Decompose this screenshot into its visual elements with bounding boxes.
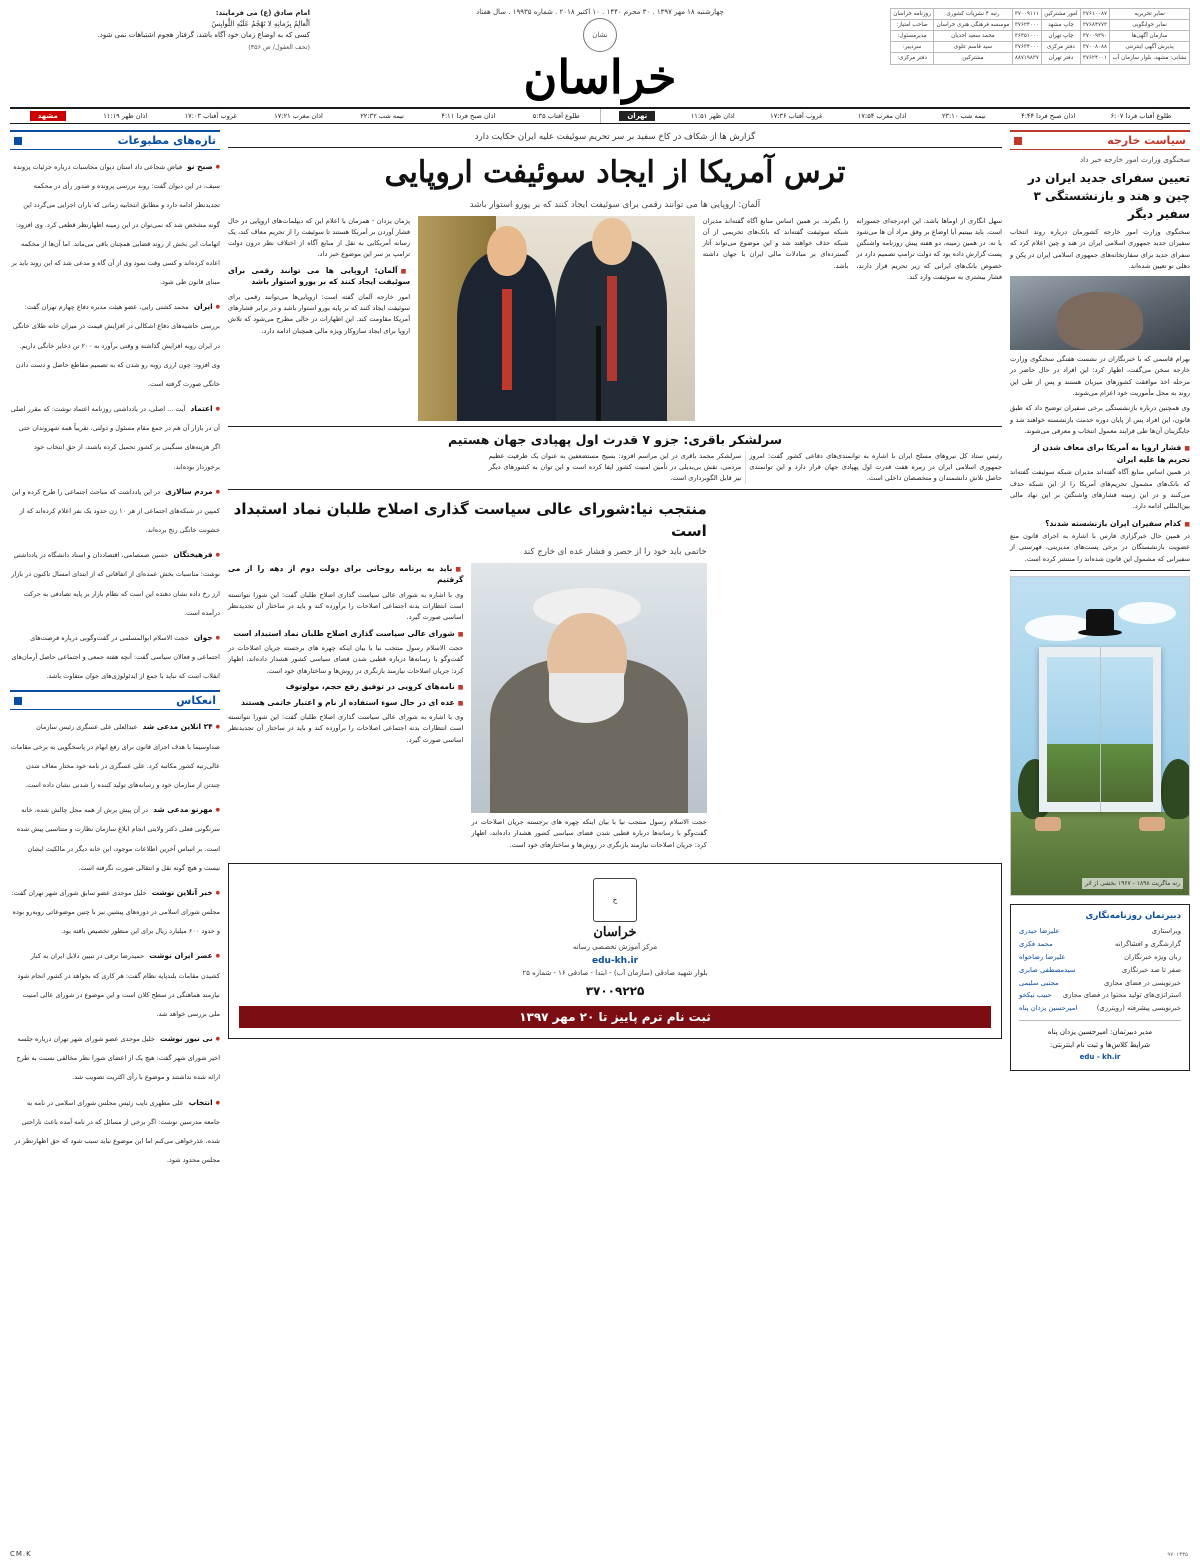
news-body: خلیل موحدی عضو شورای شهر تهران درباره جلسه اخیر شورای شهر گفت: هیچ یک از اعضای شورا نظر مخالفی نسبت به طرح ارائه شده نداشتند و موضوع با رأی اکثریت تصویب شد. xyxy=(16,1035,220,1082)
news-source: ● جوان xyxy=(194,633,220,642)
column-main xyxy=(228,130,1002,1540)
box-registration-label: شرایط کلاس‌ها و ثبت نام اینترنتی: xyxy=(1049,1040,1151,1049)
section-square-icon xyxy=(1014,137,1022,145)
course-name: استراتژی‌های تولید محتوا در فضای مجازی xyxy=(1062,991,1181,1000)
prayer-item: غروب آفتاب ۱۷:۳۶ xyxy=(770,112,823,120)
artwork-image xyxy=(1010,576,1190,896)
prayer-item: اذان صبح فردا ۴:۴۴ xyxy=(1021,112,1076,120)
cleric-photo-wrap xyxy=(471,563,706,855)
table-row xyxy=(891,53,1190,64)
list-item xyxy=(10,294,220,390)
section-title: انعکاس xyxy=(176,694,216,708)
instructor-name: مجتبی سلیمی xyxy=(1019,978,1059,987)
prayer-item: اذان مغرب ۱۷:۵۴ xyxy=(857,112,907,120)
emblem-icon: نشان xyxy=(583,18,617,52)
contact-cell: دفتر مرکزی: xyxy=(891,53,934,64)
issue-dateline: چهارشنبه ۱۸ مهر ۱۳۹۷ . ۳۰ محرم ۱۴۴۰ . ۱۰ اکتبر ۲۰۱۸ . شماره ۱۹۹۳۵ . سال هفتاد xyxy=(476,8,724,16)
secondary-body xyxy=(228,451,1002,485)
list-item xyxy=(1019,989,1181,1002)
contact-cell: محمد سعید احدیان xyxy=(934,31,1013,42)
news-body: عبدالعلی علی عسگری رئیس سازمان صداوسیما با هدف اجرای قانون برای رفع ابهام در پاسخگویی به برخی مقامات عالی‌رتبه کشور مکاتبه کرد. علی عسگری در نامه خود مختار معاف شدن چندتن از سازمان خود و رسانه‌های تولید کننده را شدنی نشان داده است. xyxy=(10,723,220,789)
lead-text-mid xyxy=(703,216,849,421)
contact-cell: سازمان آگهی‌ها xyxy=(1110,31,1190,42)
prayer-item: اذان مغرب ۱۷:۲۱ xyxy=(274,112,323,120)
ad-phone: ۳۷۰۰۹۲۲۵ xyxy=(585,983,645,998)
list-item xyxy=(1019,964,1181,977)
article-paragraph: وی با اشاره به شورای عالی سیاست گذاری اصلاح طلبان گفت: این شورا نتوانسته است انتظارات بدنه اجتماعی اصلاحات را برآورده کند و باید در ساختار آن تجدیدنظر اساسی صورت گیرد. xyxy=(228,712,464,744)
page-code: ۹۷۰۱۳۳۵ xyxy=(1167,1552,1188,1558)
article-paragraph: بهرام قاسمی که با خبرنگاران در نشست هفتگی سخنگوی وزارت خارجه سخن می‌گفت، اظهار کرد: این افراد در حال حاضر در مرحله اخذ موافقت کشورهای میزبان هستند و پس از طی این روند به محل مأموریت خود اعزام می‌شوند. xyxy=(1010,355,1190,398)
article-paragraph: در همین اساس منابع آگاه گفته‌اند مدیران شبکه سوئیفت گفته‌اند که بانک‌های مشمول تحریم‌های آمریکا را از این شبکه حذف می‌کنند و در این زمینه فشارهای واشنگتن بر این نهاد مالی بین‌المللی ادامه دارد. xyxy=(1010,468,1190,511)
contact-cell: سردبیر: xyxy=(891,42,934,53)
news-source: ● انتخاب xyxy=(189,1098,220,1107)
prayer-item: طلوع آفتاب فردا ۶:۰۷ xyxy=(1110,112,1172,120)
instructor-name: محمد فکری xyxy=(1019,939,1053,948)
contact-cell: چاپ تهران xyxy=(1042,31,1081,42)
list-item xyxy=(1019,951,1181,964)
contact-cell: ۳۷۶۳۴۰۰۰ xyxy=(1012,42,1041,53)
ad-banner: ثبت نام ترم پاییز تا ۲۰ مهر ۱۳۹۷ xyxy=(239,1006,991,1028)
list-item xyxy=(1019,977,1181,990)
hands xyxy=(1032,812,1167,831)
artwork-caption: رنه ماگریت ۱۸۹۸ - ۱۹۶۷ بخشی از اثر xyxy=(1082,878,1183,889)
news-body: در آن پیش برش از همه محل چالش شده، خانه سرنگونی فعلی دکتر ولایتی انجام ابلاغ سازمان نظارت و متناسبی پیش شده است. بر اساس آخرین اطلاعات موجود، این خانه دیگر در مالکیت ایشان نیست و هیچ گونه نقل و انتقالی صورت نگرفته است. xyxy=(16,806,220,872)
art-region xyxy=(715,495,1002,854)
list-item xyxy=(10,479,220,537)
news-source: ● اعتماد xyxy=(191,404,221,413)
contact-cell: چاپ مشهد xyxy=(1042,20,1081,31)
list-item xyxy=(1019,925,1181,938)
trump-mnuchin-photo xyxy=(418,216,695,421)
spokesman-photo xyxy=(1010,276,1190,350)
news-source: ● نی نیوز نوشت xyxy=(160,1034,220,1043)
contact-cell: ۳۷۰۰۸۰۸۸ xyxy=(1080,42,1109,53)
city-label-mashhad: مشهد xyxy=(30,111,66,121)
lead-photo-wrap xyxy=(418,216,695,421)
section-title: تازه‌های مطبوعات xyxy=(117,134,216,147)
contact-cell: نمابر تحریریه xyxy=(1110,9,1190,20)
contact-cell: رتبه ۴ نشریات کشوری xyxy=(934,9,1013,20)
article-paragraph: پژمان یزدان - همزمان با اعلام این که دیپلمات‌های اروپایی در حال فشار آوردن بر آمریکا هستند تا سوئیفت را از تحریم معاف کند، یک رسانه آمریکایی به نقل از منابع آگاه از اختلاف نظر درون دولت ترامپ بر سر این موضوع خبر داد. xyxy=(228,216,411,259)
print-registration-mark: CM.K xyxy=(10,1550,32,1558)
table-row xyxy=(891,42,1190,53)
contact-cell: ۳۷۶۲۴۰۰۱ xyxy=(1080,53,1109,64)
contact-cell: دفتر تهران xyxy=(1042,53,1081,64)
contact-cell: صاحب امتیاز: xyxy=(891,20,934,31)
article-headline: تعیین سفرای جدید ایران در چین و هند و بازنشستگی ۳ سفیر دیگر xyxy=(1027,170,1190,221)
contact-cell: ۳۷۰۰۹۳۹۰ xyxy=(1080,31,1109,42)
news-source: ● صبح نو xyxy=(187,162,220,171)
course-name: ویراستاری xyxy=(1151,926,1181,935)
list-item xyxy=(10,1090,220,1167)
third-article xyxy=(228,495,707,854)
bowler-hat-icon xyxy=(1086,609,1114,631)
city-label-tehran: تهران xyxy=(619,111,655,121)
news-source: ● مهرنو مدعی شد xyxy=(153,805,220,814)
subsection-heading: ■ باید به برنامه روحانی برای دولت دوم از دهه را از می گرفتیم xyxy=(228,563,463,586)
article-paragraph: سرلشکر محمد باقری در این مراسم افزود: بسیج مستضعفین به عنوان یک ظرفیت عظیم مردمی، نقش بی‌بدیلی در تأمین امنیت کشور ایفا کرده است و این توان به کشورهای دیگر نیز قابل الگوبرداری است. xyxy=(488,451,742,483)
third-subhead: خاتمی باید خود را از حصر و فشار عده ای خارج کند xyxy=(523,546,707,557)
contact-cell: ۳۷۶۱۰۰۸۷ xyxy=(1080,9,1109,20)
newspaper-title: خراسان xyxy=(523,50,677,104)
contact-cell: ۳۶۳۵۱۰۰۰ xyxy=(1012,31,1041,42)
article-paragraph: حجت الاسلام رسول منتجب نیا با بیان اینکه چهره های برجسته جریان اصلاحات در گفت‌وگو با رسانه‌ها درباره قطبی شدن فضای سیاسی کشور هشدار داده‌اند، اظهار کرد: جریان اصلاحات نیازمند بازنگری در روش‌ها و ساختارهای خود است. xyxy=(471,817,707,849)
paper-sheet xyxy=(1039,647,1160,812)
masthead-contact-block xyxy=(890,8,1190,65)
list-item xyxy=(10,1026,220,1084)
quote-arabic: اَلْعالِمُ بِزَمانِهِ لا تَهْجُمُ عَلَیْهِ اللَّوابِسُ xyxy=(211,20,310,29)
course-name: خبرنویسی پیشرفته (رویترزی) xyxy=(1096,1004,1181,1013)
lead-subhead: آلمان: اروپایی ها می توانند رقمی برای سوئیفت ایجاد کنند که بر یورو استوار باشد xyxy=(469,199,761,210)
news-body: علی مطهری نایب رئیس مجلس شورای اسلامی در نامه به جامعه مدرسین نوشت: اگر برخی از مسائل که در نامه آمده باعث ناراحتی شده، عذرخواهی می‌کنم اما این موضوع نباید سبب شود که حق اظهارنظر در مجلس محدود شود. xyxy=(14,1098,220,1165)
prayer-item: اذان ظهر ۱۱:۵۱ xyxy=(690,112,735,120)
contact-cell: نشانی: مشهد، بلوار سازمان آب xyxy=(1110,53,1190,64)
journalism-courses-box xyxy=(1010,904,1190,1071)
section-header-reflection xyxy=(10,690,220,710)
contact-table xyxy=(890,8,1190,65)
article-paragraph: امور خارجه آلمان گفته است: اروپایی‌ها می‌توانند رقمی برای سوئیفت ایجاد کنند که بر پایه یورو استوار باشد و در برابر فشارهای آمریکا مقاومت کند. این اظهارات در حالی مطرح می‌شود که تلاش اروپا برای ایجاد سازوکار ویژه مالی همچنان ادامه دارد. xyxy=(228,292,411,335)
news-source: ● مردم سالاری xyxy=(165,487,220,496)
prayer-times-tehran xyxy=(600,109,1191,123)
lead-text-right xyxy=(228,216,410,421)
prayer-times-mashhad xyxy=(10,109,600,123)
news-source: ● عصر ایران نوشت xyxy=(149,951,220,960)
section-square-icon xyxy=(14,697,22,705)
course-name: گزارشگری و افشاگرانه xyxy=(1115,939,1181,948)
subsection-heading: ■ آلمان: اروپایی ها می توانند رقمی برای سوئیفت ایجاد کنند که بر یورو استوار باشد xyxy=(228,265,410,288)
prayer-times-bar xyxy=(10,107,1190,124)
list-item xyxy=(10,542,220,619)
news-body: حسین صمصامی، اقتصاددان و استاد دانشگاه در یادداشتی نوشت: مناسبات بخش عمده‌ای از اتفاقاتی که از ابتدای امسال تاکنون در بازار ارز رخ داده نشان دهنده این است که نظام بازار بر پایه تصادفی به حرکت درآمده است. xyxy=(11,551,220,617)
instructor-name: امیرحسین یزدان پناه xyxy=(1019,1004,1078,1013)
lead-headline: ترس آمریکا از ایجاد سوئیفت اروپایی xyxy=(384,155,846,190)
masthead xyxy=(10,8,1190,104)
main-grid xyxy=(10,130,1190,1540)
prayer-item: اذان صبح فردا ۴:۱۱ xyxy=(441,112,496,120)
course-name: زبان ویژه خبرنگاران xyxy=(1124,952,1181,961)
news-body: آیت ... اصلی، در یادداشتی روزنامه اعتماد نوشت: که مقرر اصلی آن در بازار آن هم در جمع مقام مسئول و دولتی، تقریباً همه شهروندان حتی اگر هزینه‌های سنگینی بر کشور تحمیل کرده باشند، از حق انتخاب خود برخوردار بوده‌اند. xyxy=(10,405,220,471)
article-paragraph: در همین حال خبرگزاری فارس با اشاره به اجرای قانون منع عضویت بازنشستگان در برخی پست‌های مدیریتی، فهرستی از سفیرانی که مشمول این قانون شده‌اند را منتشر کرده است. xyxy=(1010,531,1190,563)
hadith-quote xyxy=(10,8,310,52)
quote-translation: کسی که به اوضاع زمان خود آگاه باشد، گرفتار هجوم اشتباهات نمی شود. xyxy=(97,31,310,40)
contact-cell: دفتر مرکزی xyxy=(1042,42,1081,53)
subsection-heading: ■ نامه‌های کرویی در توفیق رفع حجم، مولوتوف xyxy=(228,681,463,692)
section-title: سیاست خارجه xyxy=(1107,134,1186,147)
news-body: در این یادداشت که مباحث اجتماعی را طرح کرده و این کمپین در شبکه‌های اجتماعی از هر ۱۰ زن حدود یک نفر اعلام کرده‌اند که از خشونت خانگی رنج برده‌اند. xyxy=(11,487,220,535)
section-header-press xyxy=(10,130,220,150)
logo[interactable] xyxy=(318,18,882,104)
news-body: محمد کشتی رایی، عضو هیئت مدیره دفاع چهارم تهران گفت: بررسی حاشیه‌های دفاع اشکالی در افزایش قیمت در میزان خانه طلای خانگی در ایران روبه افزایش گذاشته و وقتی برآورد به ۲۰۰ تن ذخایر خانگی داریم. وی افزود: چون ارزی روبه رو شدن که به تصمیم مقاطع حاصل و دست دادن خانگی صورت گرفته است. xyxy=(12,303,220,388)
ad-url[interactable]: edu-kh.ir xyxy=(591,955,639,966)
column-foreign-policy xyxy=(1010,130,1190,1540)
contact-cell: موسسه فرهنگی هنری خراسان xyxy=(934,20,1013,31)
list-item xyxy=(10,154,220,288)
contact-cell: پذیرش آگهی اینترنتی xyxy=(1110,42,1190,53)
prayer-item: غروب آفتاب ۱۷:۰۳ xyxy=(184,112,237,120)
course-name: صفر تا صد خبرنگاری xyxy=(1121,965,1181,974)
list-item xyxy=(1019,1002,1181,1015)
instructor-name: سیدمصطفی صابری xyxy=(1019,965,1076,974)
contact-cell: سید قاسم علوی xyxy=(934,42,1013,53)
subsection-heading: ■ عده ای در حال سوء استفاده از نام و اعتبار خاتمی هستند xyxy=(228,697,463,708)
brand-logo-icon: خ xyxy=(593,878,637,922)
section-square-icon xyxy=(14,137,22,145)
column-press-review xyxy=(10,130,220,1540)
instructor-name: حبیب نیکخو xyxy=(1019,991,1052,1000)
list-item xyxy=(10,625,220,683)
contact-cell: امور مشترکین xyxy=(1042,9,1081,20)
prayer-item: طلوع آفتاب ۵:۳۵ xyxy=(532,112,580,120)
lead-kicker: گزارش ها از شکاف در کاخ سفید بر سر تحریم سوئیفت علیه ایران حکایت دارد xyxy=(474,132,756,142)
list-item xyxy=(10,880,220,938)
contact-cell: نمابر جوابگویی xyxy=(1110,20,1190,31)
secondary-headline: سرلشکر باقری: جزو ۷ قدرت اول پهپادی جهان هستیم xyxy=(447,431,783,447)
table-row xyxy=(891,31,1190,42)
course-name: خبرنویسی در فضای مجازی xyxy=(1103,978,1181,987)
list-item xyxy=(10,396,220,473)
contact-cell: ۳۷۶۸۴۷۷۳ xyxy=(1080,20,1109,31)
news-source: ● فرهیختگان xyxy=(173,550,220,559)
article-paragraph: سخنگوی وزارت امور خارجه کشورمان درباره روند انتخاب سفیران جدید جمهوری اسلامی ایران در هند و چین اعلام کرد که سفرای جدید برای سفارتخانه‌های جمهوری اسلامی ایران در پکن و دهلی نو تعیین شده‌اند. xyxy=(1010,227,1190,270)
ad-brand: خراسان xyxy=(593,924,637,940)
contact-cell: ۸۸۷۱۹۸۳۷ xyxy=(1012,53,1041,64)
ad-subtitle: مرکز آموزش تخصصی رسانه xyxy=(572,942,658,951)
contact-cell: ۳۷۶۲۴۰۰۰ xyxy=(1012,20,1041,31)
news-body: حجت الاسلام ابوالمسلمی در گفت‌وگویی درباره فرصت‌های اجتماعی و فعالان سیاسی گفت: آنچه هفته جمعی و اجتماعی حاصل آرمان‌های انقلاب است که نباید با جمع از ایدئولوژی‌های جوان متفاوت باشد. xyxy=(11,633,220,681)
article-paragraph: رئیس ستاد کل نیروهای مسلح ایران با اشاره به توانمندی‌های دفاعی کشور گفت: امروز جمهوری اسلامی ایران در زمره هفت قدرت اول پهپادی جهان قرار دارد و این توانمندی حاصل تلاش دانشمندان و متخصصان داخلی است. xyxy=(749,451,1002,483)
news-body: فیاض شجاعی داد استان دیوان محاسبات درباره جزئیات پرونده سیف، در این دیوان گفت: روند بررسی پرونده و صدور رأی در محکمه تجدیدنظر ادامه دارد و مطابق انتخابیه زمانی که باران اجرایی می‌گردد این گونه مشخص شد که نمی‌توان در این زمینه اظهارنظر قطعی کرد. وی افزود: اتهامات این بخش از روند قضایی همچنان باقی می‌ماند. اما آن‌ها از محکمه اعاده کرده‌اند و کسی وقت نمود وی از آن گاه و مدعی شد که این روند باید بر مبنای قانون طی شود. xyxy=(11,163,220,287)
cleric-photo xyxy=(471,563,706,813)
third-headline: منتجب نیا:شورای عالی سیاست گذاری اصلاح طلبان نماد استبداد است xyxy=(233,500,707,541)
lead-text-left xyxy=(856,216,1002,421)
subsection-heading: ■ فشار اروپا به آمریکا برای معاف شدن از تحریم ها علیه ایران xyxy=(1010,442,1190,465)
subsection-heading: ■ کدام سفیران ایران بازنشسته شدند؟ xyxy=(1010,518,1190,529)
ad-address: بلوار شهید صادقی (سازمان آب) - ابتدا - صادقی ۱۶ - شماره ۲۵ xyxy=(522,968,708,977)
news-body: خلیل موحدی عضو سابق شورای شهر تهران گفت: مجلس شورای اسلامی در دوره‌های پیشین نیز با چنین موضوعاتی روبه‌رو بوده و حدود ۶۰۰ میلیارد ریال برای این منظور تخصیص یافته بود. xyxy=(11,888,220,936)
quote-title: امام صادق (ع) می فرمایند: xyxy=(215,9,310,17)
prayer-item: نیمه شب ۲۳:۱۰ xyxy=(941,112,986,120)
news-source: ● ۲۴ انلاین مدعی شد xyxy=(143,722,220,731)
prayer-item: نیمه شب ۲۲:۳۲ xyxy=(360,112,405,120)
third-body xyxy=(228,563,463,855)
news-body: حمیدرضا ترقی در تبیین دلایل ایران به کنار کشیدن مقامات بلندپایه نظام گفت: هر کاری که بخواهد در کشور انجام شود نیازمند هماهنگی در سطح کلان است و این موضوع در شورای عالی امنیت ملی بررسی خواهد شد. xyxy=(17,952,220,1018)
quote-source: (تحف العقول/ ص ۳۵۶) xyxy=(248,42,310,51)
list-item xyxy=(1019,938,1181,951)
list-item xyxy=(10,714,220,791)
news-source: ● ایران xyxy=(194,302,220,311)
instructor-name: علیرضا حیدری xyxy=(1019,926,1060,935)
subsection-heading: ■ شورای عالی سیاست گذاری اصلاح طلبان نماد استبداد است xyxy=(228,628,463,639)
article-paragraph: وی همچنین درباره بازنشستگی برخی سفیران توضیح داد که طبق قانون، این افراد پس از پایان دوره خدمت بازنشسته خواهند شد و جایگزینان آن‌ها طی فرایند معمول انتخاب و معرفی می‌شوند. xyxy=(1010,404,1190,436)
section-header-foreign-policy xyxy=(1010,130,1190,150)
news-source: ● خبر آنلاین نوشت xyxy=(152,888,220,897)
contact-cell: روزنامه خراسان xyxy=(891,9,934,20)
table-row xyxy=(891,9,1190,20)
article-kicker: سخنگوی وزارت امور خارجه خبر داد xyxy=(1079,155,1190,164)
list-item xyxy=(10,797,220,874)
contact-cell: مشترکین xyxy=(934,53,1013,64)
box-manager: مدیر دبیرتمان: امیرحسین یزدان پناه xyxy=(1047,1028,1153,1037)
list-item xyxy=(10,943,220,1020)
article-paragraph: را بگیرند. بر همین اساس منابع آگاه گفته‌اند مدیران شبکه سوئیفت گفته‌اند که بانک‌های تحریمی از آن شبکه حذف خواهند شد و این موضوع می‌تواند آثار گسترده‌ای بر مبادلات مالی ایران با جهان داشته باشد. xyxy=(702,216,849,270)
article-paragraph: حجت الاسلام رسول منتجب نیا با بیان اینکه چهره های برجسته جریان اصلاحات در گفت‌وگو با رسانه‌ها درباره قطبی شدن فضای سیاسی کشور هشدار داده‌اند، اظهار کرد: جریان اصلاحات نیازمند بازنگری در روش‌ها و ساختارهای خود است. xyxy=(228,644,464,675)
instructor-name: علیرضا رضاخواه xyxy=(1019,952,1066,961)
article-paragraph: سهل انگاری از اوماها باشد. این ام‌درجه‌ای جسورانه است. باید ببینیم آیا اوضاع بر وفق مراد آن ها می‌شود یا نه. در همین زمینه، دو هفته پیش روزنامه واشنگتن پست گزارش داده بود که دولت ترامپ تصمیم دارد در خصوص بانک‌های ایرانی که زیر تحریم قرار دارند، فشار بیشتری به سوئیفت وارد کند. xyxy=(856,216,1002,282)
contact-cell: مدیرمسئول: xyxy=(891,31,934,42)
box-title: دبیرتمان روزنامه‌نگاری xyxy=(1085,910,1181,921)
article-paragraph: وی با اشاره به شورای عالی سیاست گذاری اصلاح طلبان گفت: این شورا نتوانسته است انتظارات بدنه اجتماعی اصلاحات را برآورده کند و باید در ساختار آن تجدیدنظر اساسی صورت گیرد. xyxy=(228,590,464,622)
box-registration-url[interactable]: edu - kh.ir xyxy=(1079,1053,1121,1062)
contact-cell: ۳۷۰۰۹۱۱۱ xyxy=(1012,9,1041,20)
table-row xyxy=(891,20,1190,31)
advertisement[interactable] xyxy=(228,863,1002,1039)
masthead-center xyxy=(318,8,882,104)
prayer-item: اذان ظهر ۱۱:۱۹ xyxy=(103,112,148,120)
